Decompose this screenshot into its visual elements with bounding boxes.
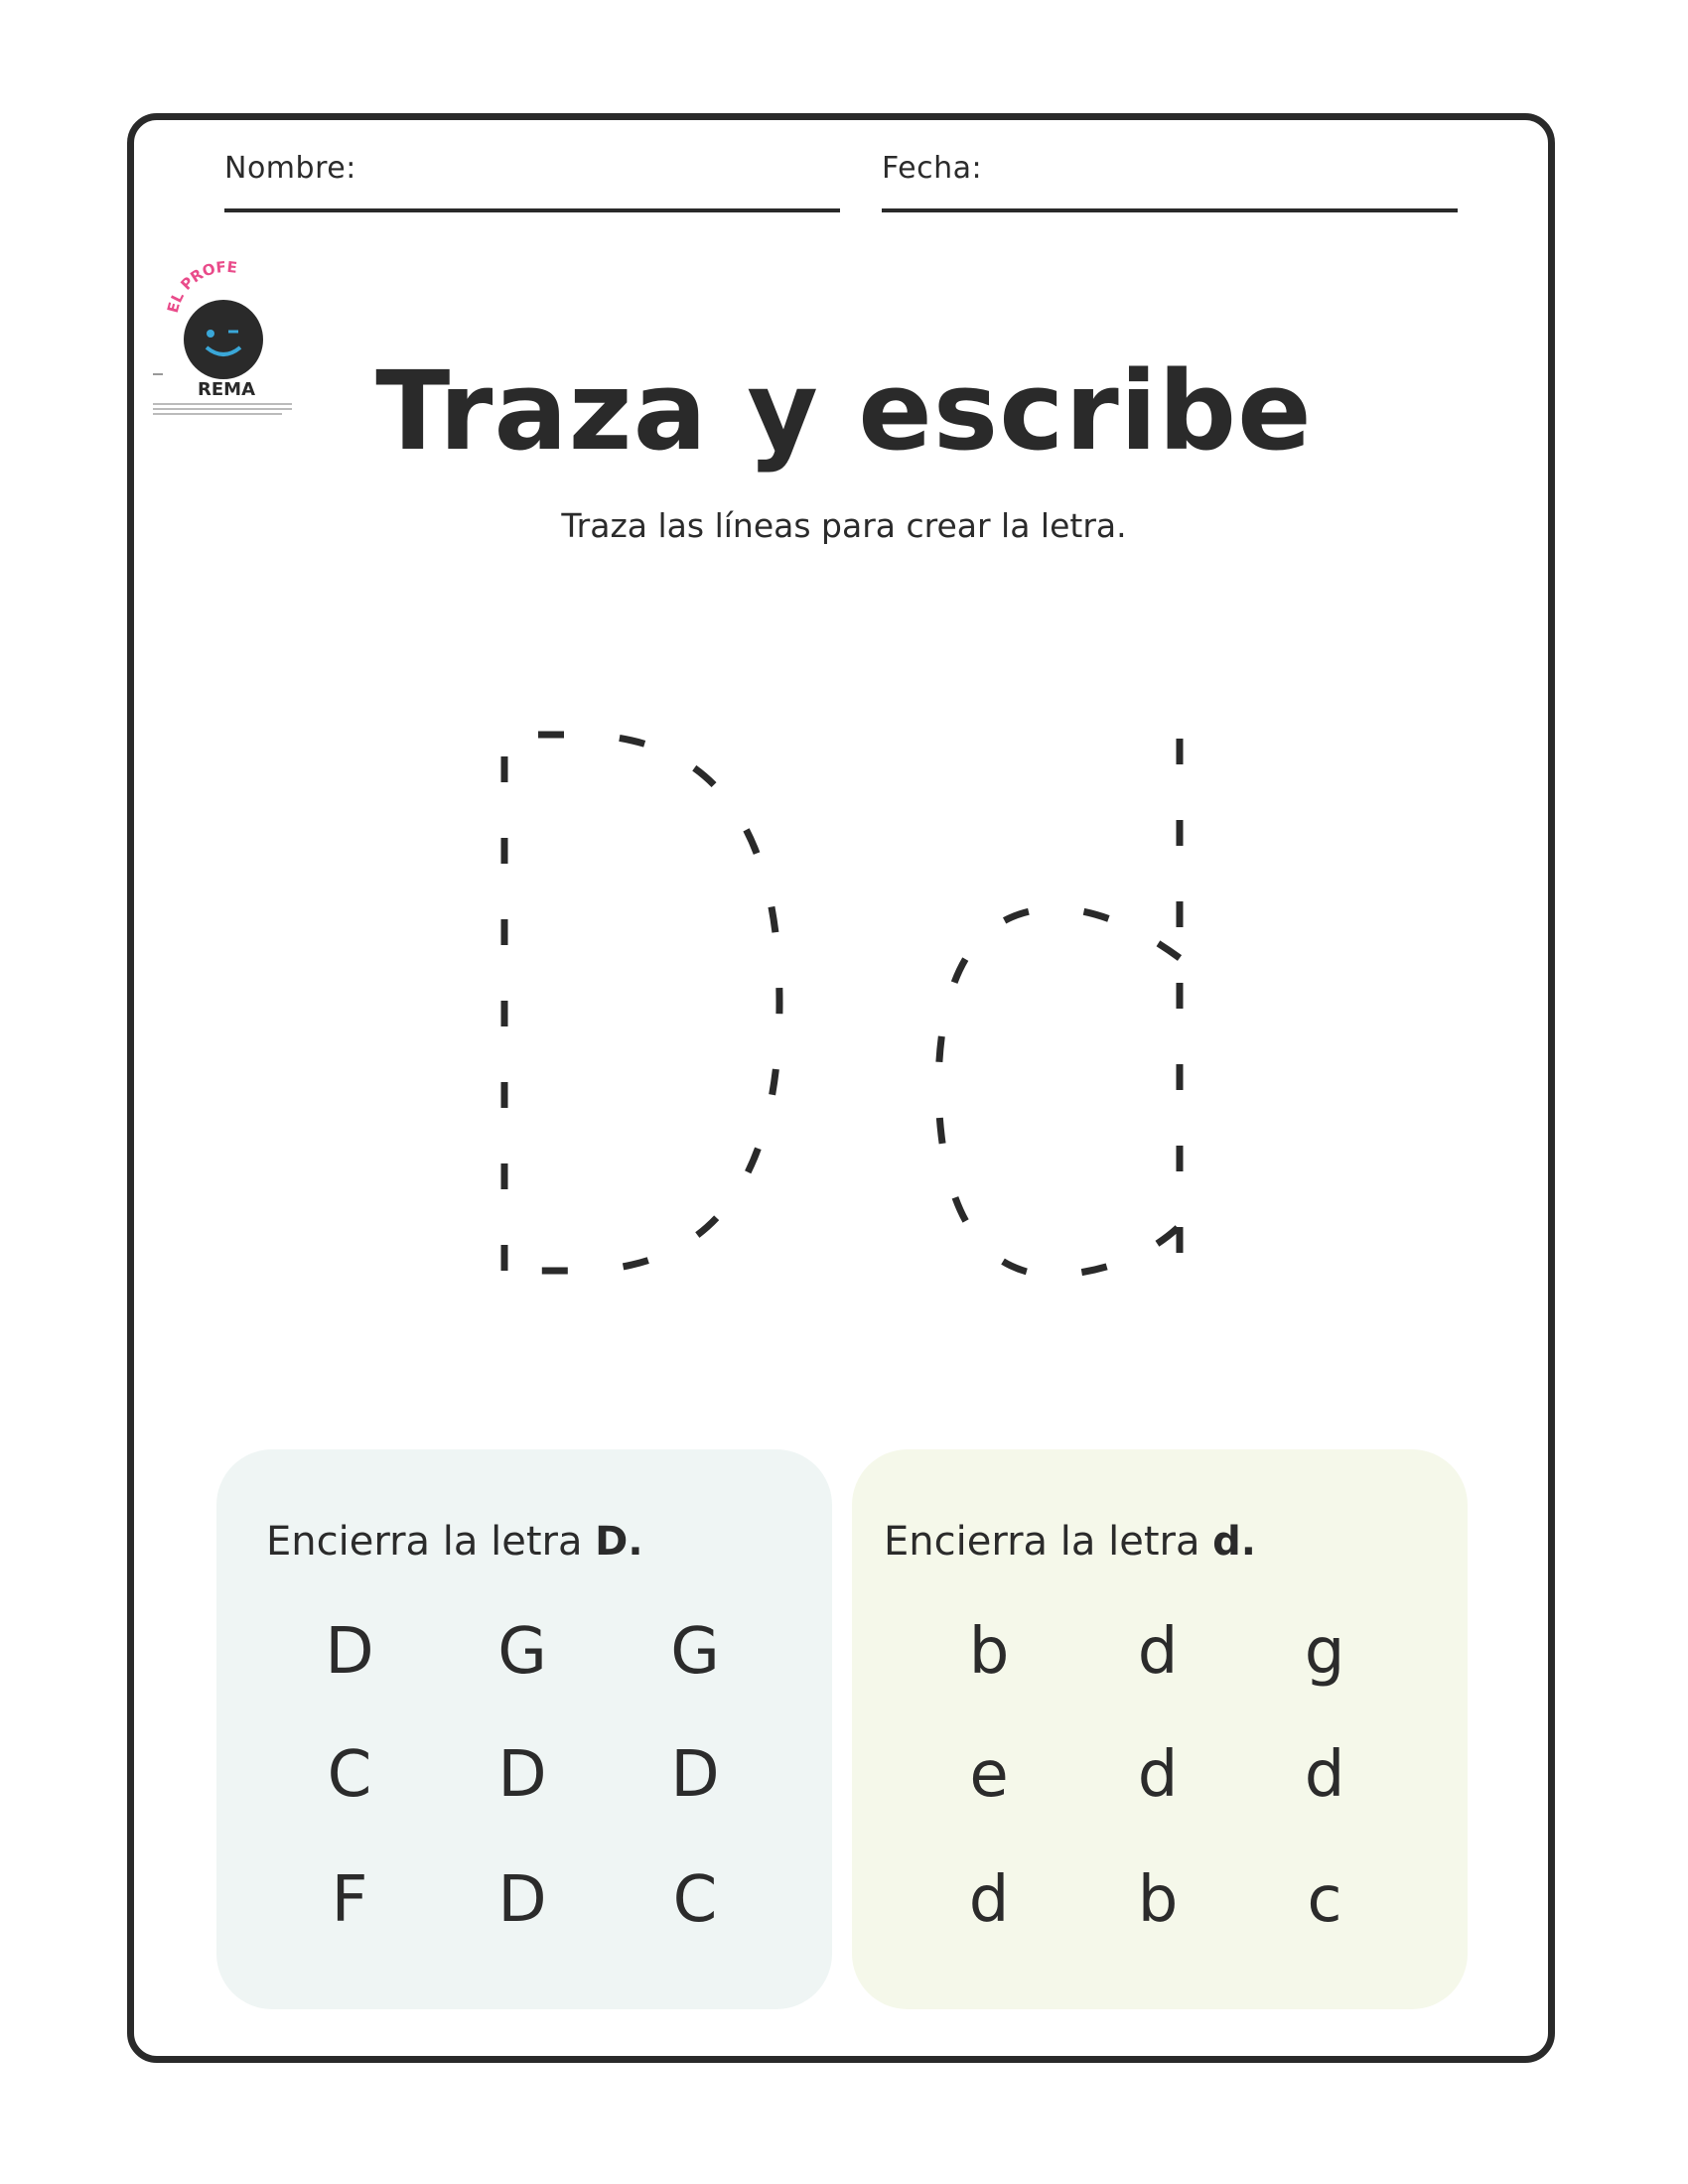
trace-lowercase-d[interactable] [938, 739, 1180, 1276]
logo-text-bottom: REMA [198, 379, 255, 400]
letter-option[interactable]: F [331, 1863, 368, 1937]
panel-uppercase-instruction [266, 1519, 643, 1565]
letter-option[interactable]: D [497, 1738, 547, 1812]
instruction-text: Encierra la letra [266, 1519, 596, 1565]
letter-option[interactable]: G [497, 1615, 547, 1689]
letter-option[interactable]: g [1304, 1615, 1345, 1689]
letter-option[interactable]: d [968, 1863, 1010, 1937]
date-label: Fecha: [882, 151, 983, 186]
panel-lowercase [852, 1449, 1468, 2009]
letter-option[interactable]: C [327, 1738, 372, 1812]
panel-uppercase [216, 1449, 832, 2009]
letter-option[interactable]: C [672, 1863, 718, 1937]
logo-text-top: EL PROFE [163, 260, 238, 316]
letter-option[interactable]: b [968, 1615, 1010, 1689]
page-title: Traza y escribe [375, 347, 1313, 475]
letter-option[interactable]: G [670, 1615, 720, 1689]
name-label: Nombre: [224, 151, 356, 186]
instruction-letter: D. [595, 1519, 643, 1565]
tracing-area[interactable] [477, 715, 1211, 1291]
letter-option[interactable]: d [1137, 1738, 1179, 1812]
instruction-text: Encierra la letra [884, 1519, 1213, 1565]
letter-option[interactable]: b [1137, 1863, 1179, 1937]
date-line[interactable] [882, 208, 1458, 212]
panel-lowercase-instruction [884, 1519, 1256, 1565]
letter-option[interactable]: D [497, 1863, 547, 1937]
letter-option[interactable]: d [1304, 1738, 1345, 1812]
instruction-letter: d. [1212, 1519, 1256, 1565]
letter-option[interactable]: c [1307, 1863, 1342, 1937]
trace-uppercase-d[interactable] [504, 735, 779, 1271]
name-line[interactable] [224, 208, 840, 212]
letter-option[interactable]: D [670, 1738, 720, 1812]
letter-option[interactable]: e [969, 1738, 1009, 1812]
letter-option[interactable]: D [325, 1615, 374, 1689]
letter-option[interactable]: d [1137, 1615, 1179, 1689]
instructions-subtitle: Traza las líneas para crear la letra. [561, 506, 1127, 545]
